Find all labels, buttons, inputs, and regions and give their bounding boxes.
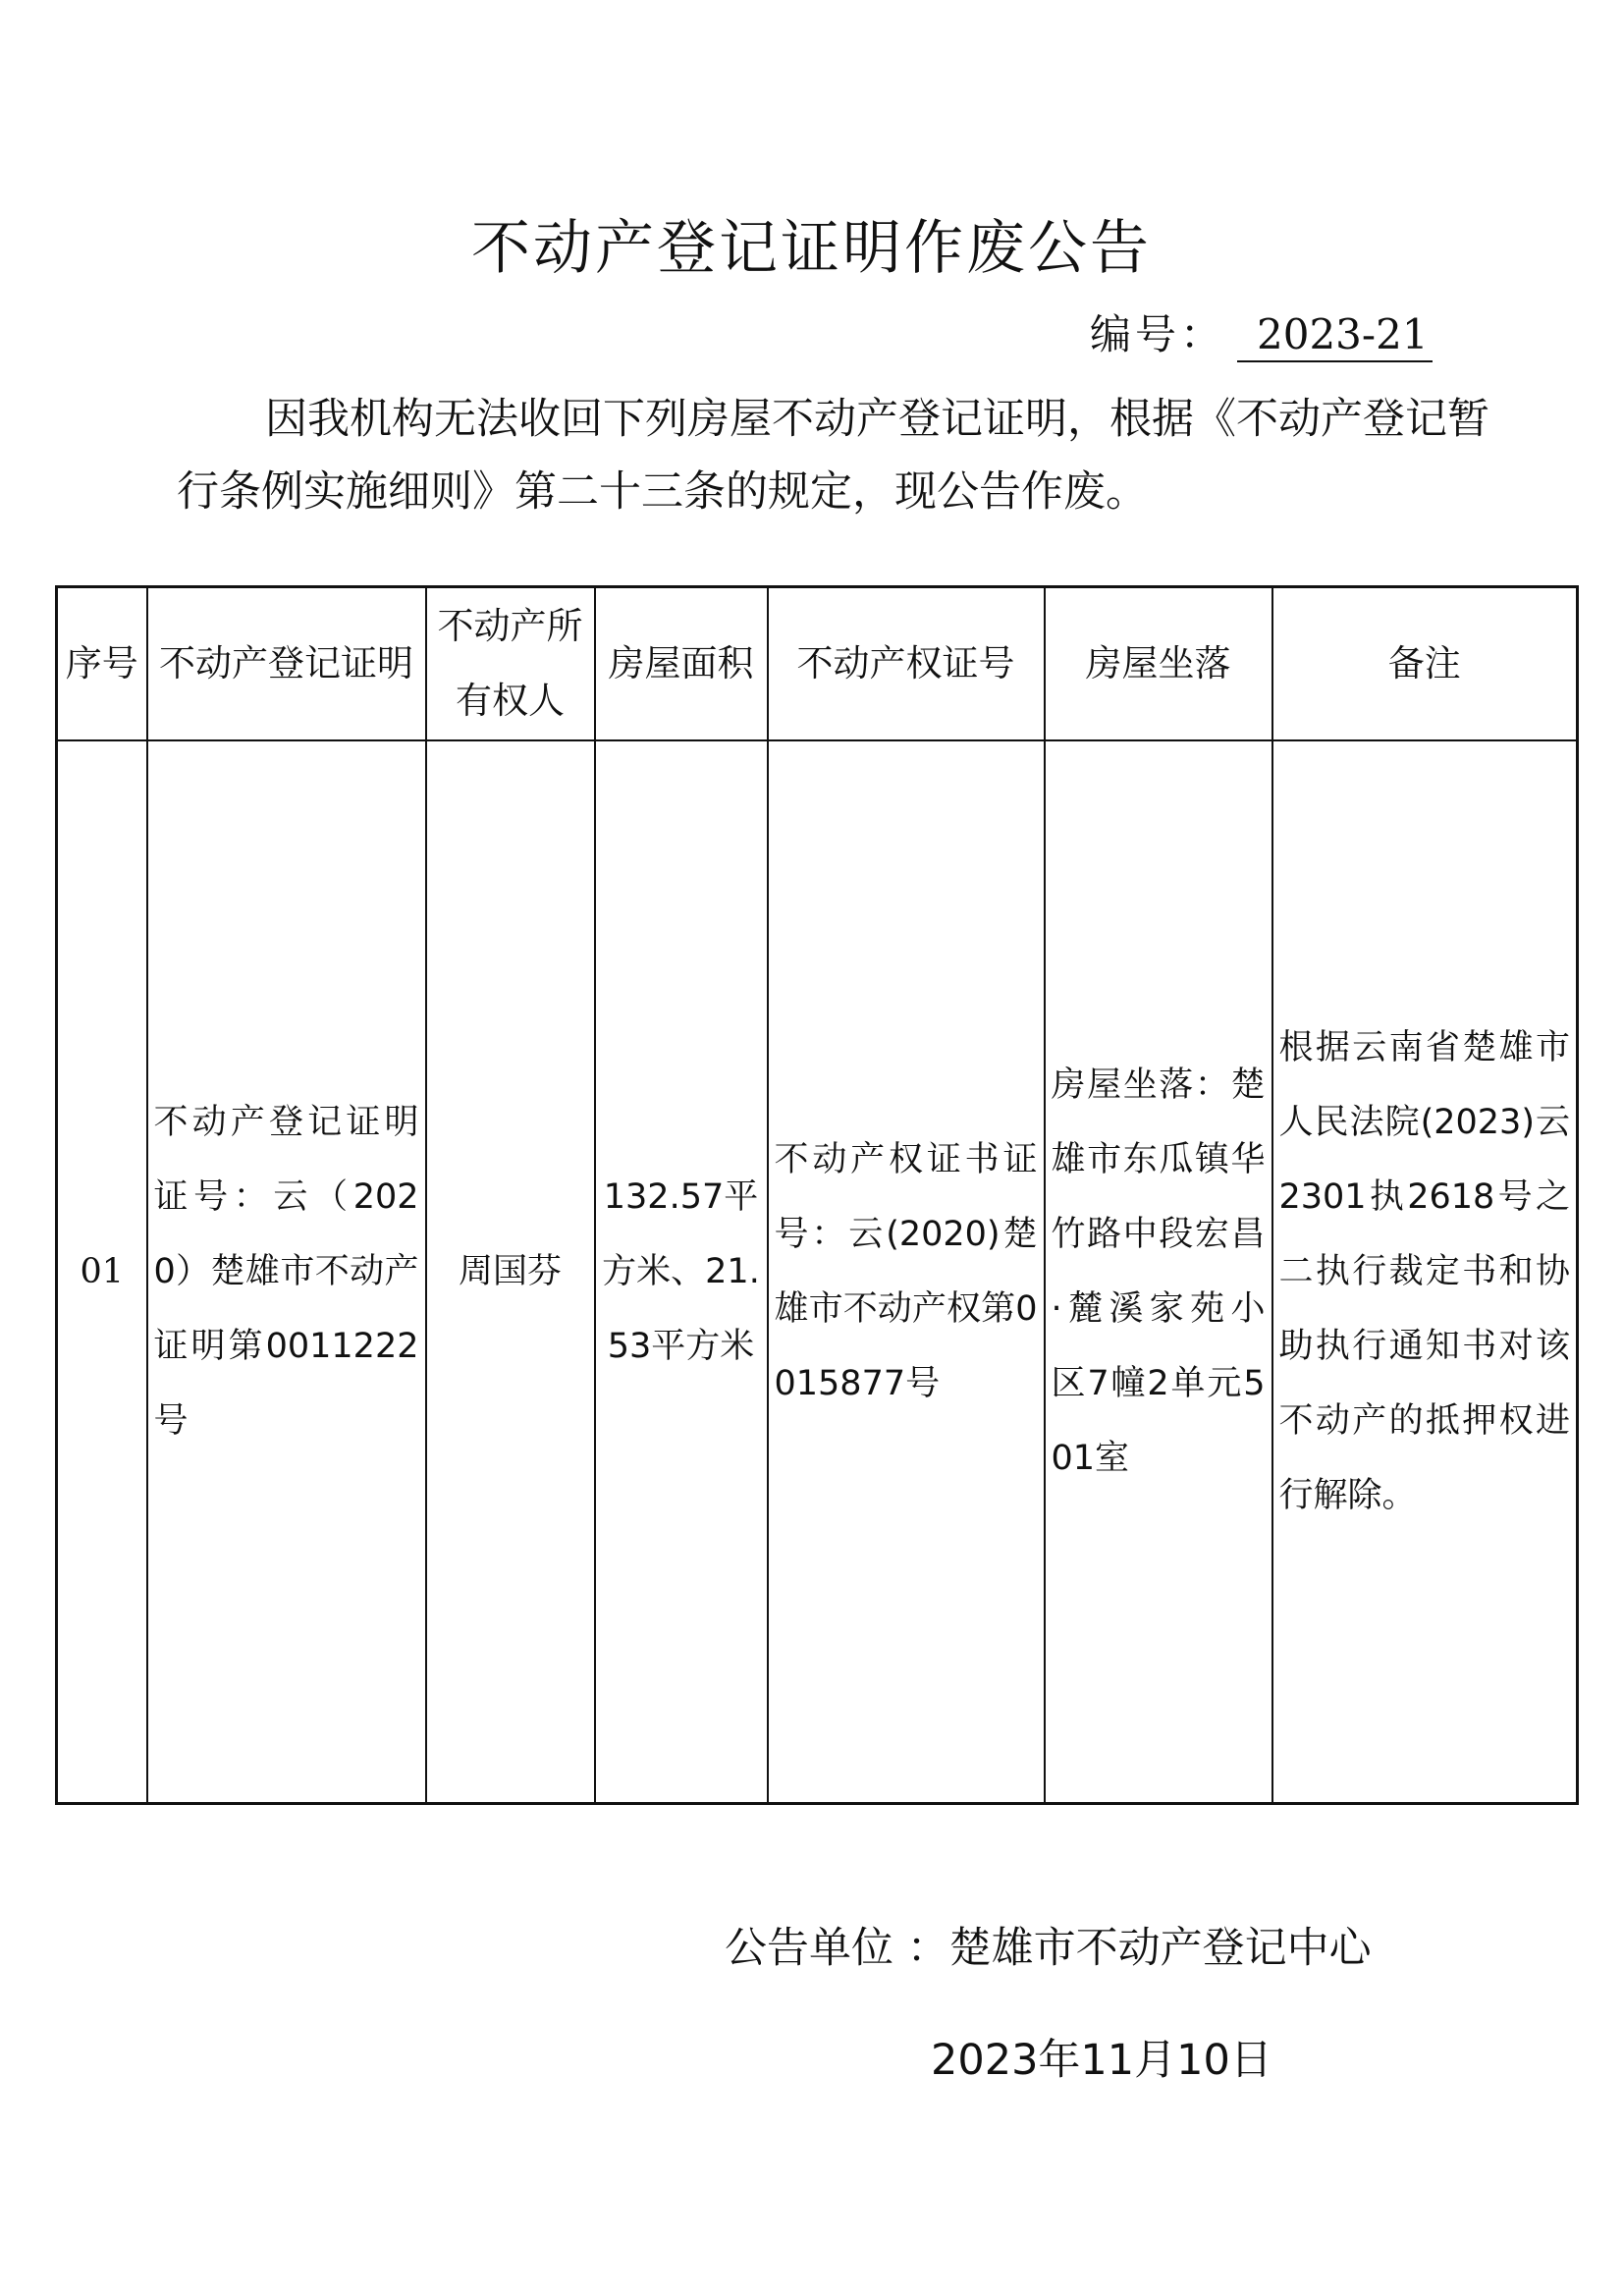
announcement-table bbox=[55, 585, 1579, 1805]
document-number-label: 编号： bbox=[1090, 310, 1226, 358]
cell-owner: 周国芬 bbox=[426, 740, 595, 1804]
document-number bbox=[1090, 302, 1433, 362]
header-remark: 备注 bbox=[1272, 587, 1578, 741]
header-seq: 序号 bbox=[57, 587, 147, 741]
cell-seq: 01 bbox=[57, 740, 147, 1804]
header-certificate: 不动产登记证明 bbox=[147, 587, 426, 741]
header-owner: 不动产所有权人 bbox=[426, 587, 595, 741]
table-row bbox=[57, 740, 1578, 1804]
page-title: 不动产登记证明作废公告 bbox=[471, 214, 1152, 283]
header-title-no: 不动产权证号 bbox=[768, 587, 1045, 741]
issue-date: 2023年11月10日 bbox=[931, 2036, 1272, 2085]
cell-title-no: 不动产权证书证号：云(2020)楚雄市不动产权第0015877号 bbox=[768, 740, 1045, 1804]
header-area: 房屋面积 bbox=[595, 587, 768, 741]
cell-area: 132.57平方米、21.53平方米 bbox=[595, 740, 768, 1804]
cell-certificate: 不动产登记证明证号：云（2020）楚雄市不动产证明第0011222号 bbox=[147, 740, 426, 1804]
header-location: 房屋坐落 bbox=[1045, 587, 1272, 741]
table-header-row bbox=[57, 587, 1578, 741]
cell-remark: 根据云南省楚雄市人民法院(2023)云2301执2618号之二执行裁定书和协助执行通知书对该不动产的抵押权进行解除。 bbox=[1272, 740, 1578, 1804]
intro-paragraph: 因我机构无法收回下列房屋不动产登记证明，根据《不动产登记暂行条例实施细则》第二十三条的规定，现公告作废。 bbox=[177, 395, 1489, 517]
document-number-value: 2023-21 bbox=[1237, 310, 1433, 362]
issuing-unit: 公告单位 ：楚雄市不动产登记中心 bbox=[725, 1924, 1372, 1973]
cell-location: 房屋坐落：楚雄市东瓜镇华竹路中段宏昌·麓溪家苑小区7幢2单元501室 bbox=[1045, 740, 1272, 1804]
